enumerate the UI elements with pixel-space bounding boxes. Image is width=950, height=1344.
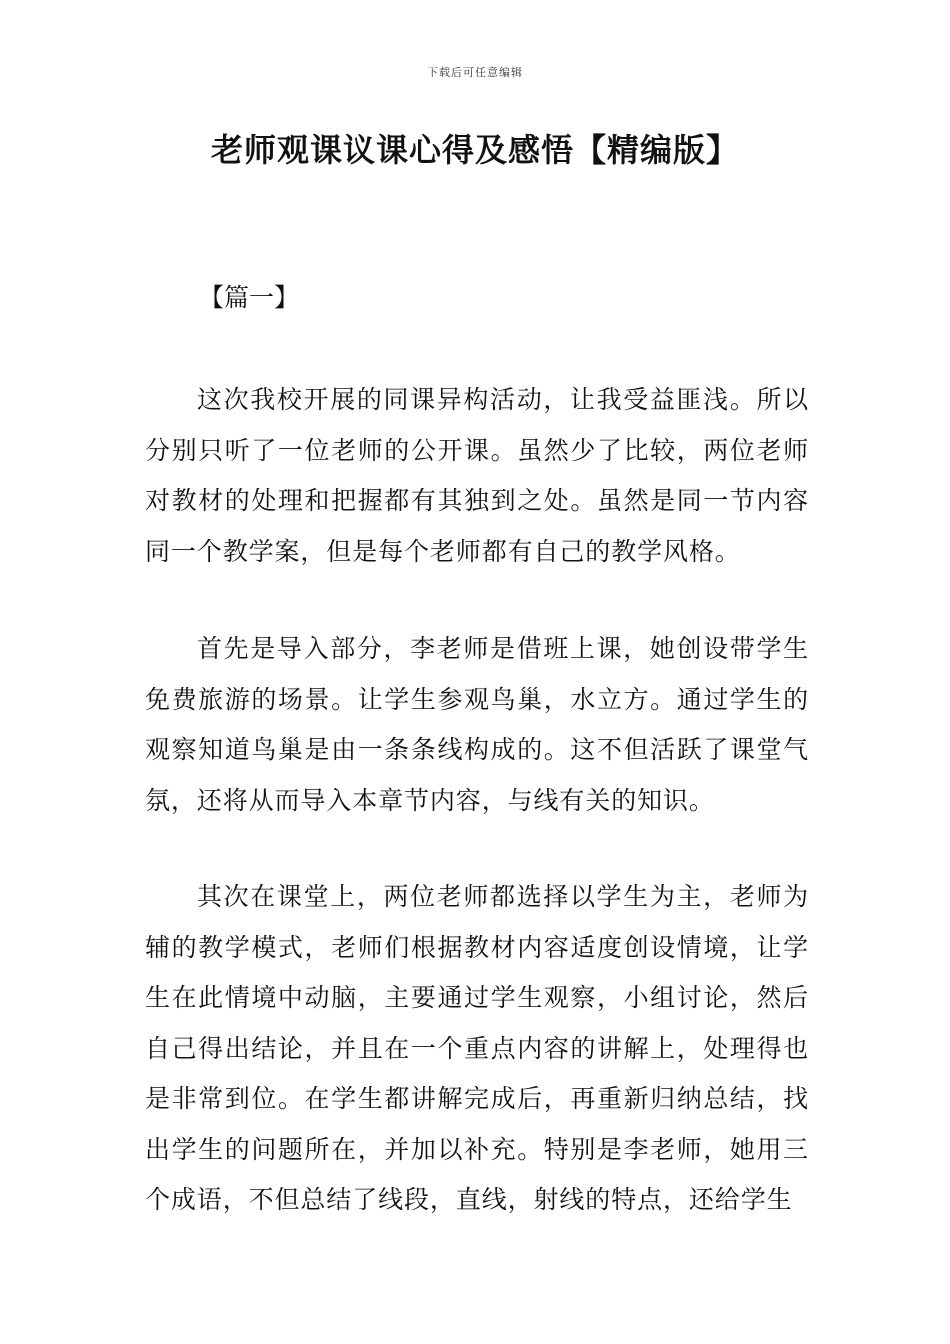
paragraph-3: 其次在课堂上，两位老师都选择以学生为主，老师为辅的教学模式，老师们根据教材内容适度创设情境，让学生在此情境中动脑，主要通过学生观察，小组讨论，然后自己得出结论，并且在一个重点内容的讲解上，处理得也是非常到位。在学生都讲解完成后，再重新归纳总结，找出学生的问题所在，并加以补充。特别是李老师，她用三个成语，不但总结了线段，直线，射线的特点，还给学生	[145, 882, 809, 1214]
header-note: 下载后可任意编辑	[427, 66, 523, 79]
section-label: 【篇一】	[199, 283, 300, 312]
paragraph-2: 首先是导入部分，李老师是借班上课，她创设带学生免费旅游的场景。让学生参观鸟巢，水立方。通过学生的观察知道鸟巢是由一条条线构成的。这不但活跃了课堂气氛，还将从而导入本章节内容，与线有关的知识。	[145, 634, 809, 815]
page-title: 老师观课议课心得及感悟【精编版】	[210, 131, 739, 169]
paragraph-1: 这次我校开展的同课异构活动，让我受益匪浅。所以分别只听了一位老师的公开课。虽然少了比较，两位老师对教材的处理和把握都有其独到之处。虽然是同一节内容同一个教学案，但是每个老师都有自己的教学风格。	[145, 385, 809, 566]
